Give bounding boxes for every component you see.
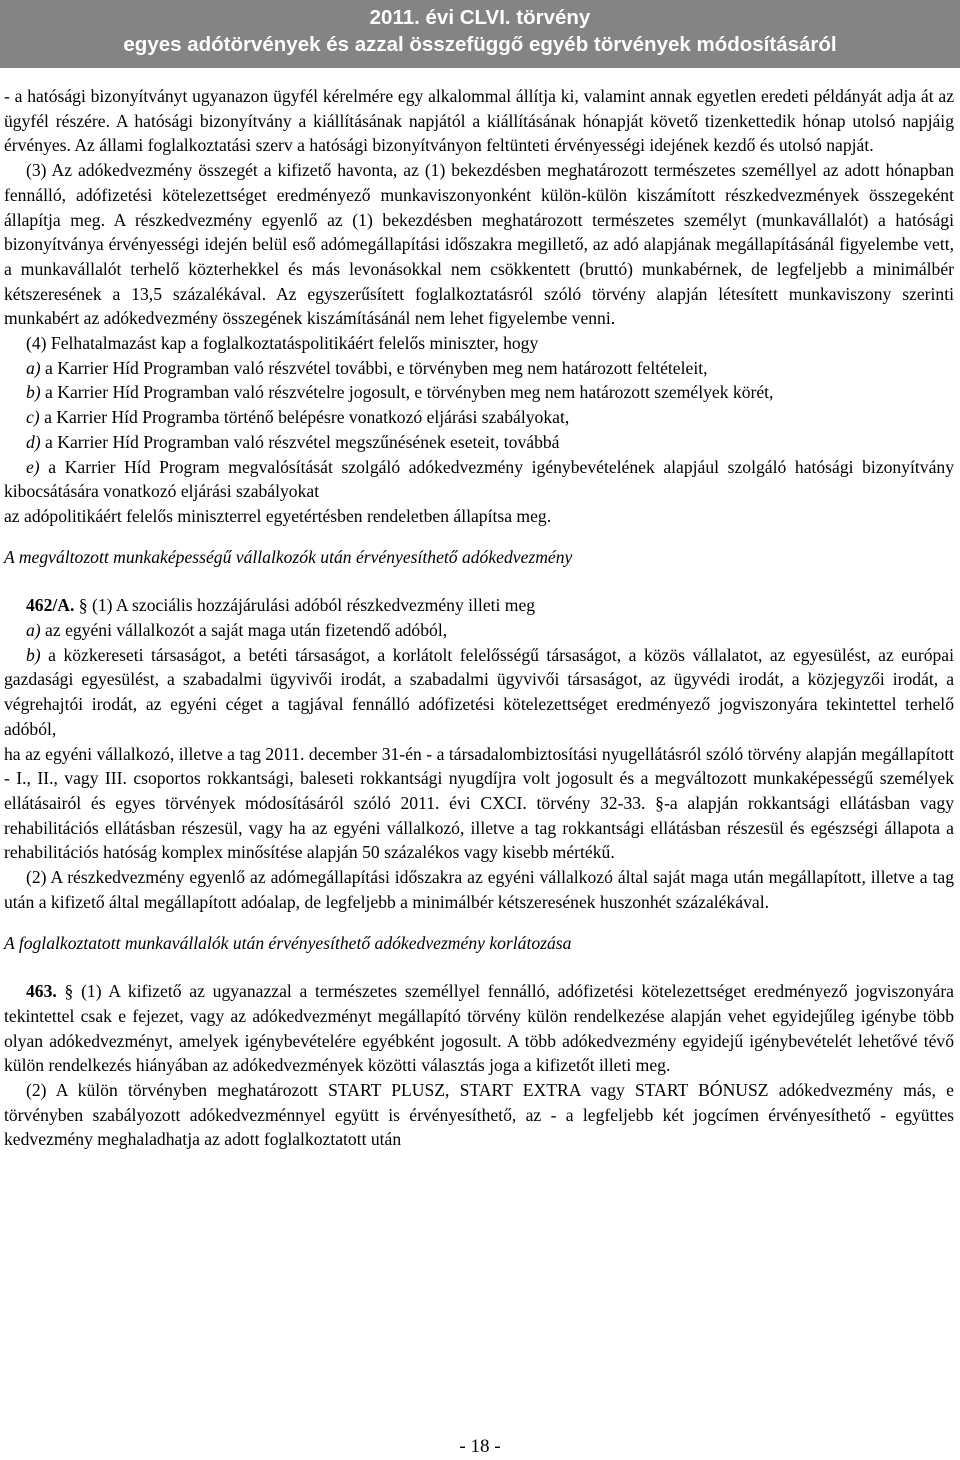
list-item-text: a Karrier Híd Programban való részvételre jogosult, e törvényben meg nem határozott személyek körét,	[40, 382, 774, 403]
section-462a	[4, 593, 954, 618]
section-number: 463.	[26, 981, 57, 1002]
section-text: § (1) A szociális hozzájárulási adóból részkedvezmény illeti meg	[74, 595, 536, 616]
section-463	[4, 979, 954, 1078]
paragraph: (2) A külön törvényben meghatározott START PLUSZ, START EXTRA vagy START BÓNUSZ adókedvezmény más, e törvényben szabályozott adókedvezménnyel együtt is érvényesíthető, az - a legfeljebb két jogcímen érvényesíthető - együttes kedvezmény meghaladhatja az adott foglalkoztatott után	[4, 1080, 954, 1150]
list-item-label: a)	[26, 357, 41, 378]
list-item-text: a Karrier Híd Programba történő belépésre vonatkozó eljárási szabályokat,	[39, 407, 570, 428]
section-heading: A foglalkoztatott munkavállalók után érvényesíthető adókedvezmény korlátozása	[4, 932, 572, 953]
paragraph: az adópolitikáért felelős miniszterrel egyetértésben rendeletben állapítsa meg.	[4, 505, 552, 526]
paragraph: (3) Az adókedvezmény összegét a kifizető havonta, az (1) bekezdésben meghatározott természetes személlyel az adott hónapban fennálló, adófizetési kötelezettséget eredményező munkaviszonyonként külön-külön kiszámított részkedvezmények összegeként állapítja meg. A részkedvezmény egyenlő az (1) bekezdésben meghatározott természetes személyt (munkavállalót) a hatósági bizonyítványa érvényességi idején belül eső adómegállapítási időszakra megillető, az adó alapjának megállapításánál figyelembe vett, a munkavállalót terhelő közterhekkel és más levonásokkal nem csökkentett (bruttó) munkabérnek, de legfeljebb a minimálbér kétszeresének a 13,5 százalékával. Az egyszerűsített foglalkoztatásról szóló törvény alapján létesített munkaviszony szerinti munkabért az adókedvezmény összegének kiszámításánál nem lehet figyelembe venni.	[4, 160, 954, 329]
list-item	[4, 643, 954, 742]
list-item-label: e)	[26, 456, 40, 477]
section-number: 462/A.	[26, 595, 75, 616]
list-item-label: d)	[26, 431, 41, 452]
page-number: - 18 -	[459, 1436, 501, 1457]
list-item	[4, 455, 954, 504]
list-item-label: a)	[26, 620, 41, 641]
list-item	[4, 618, 954, 643]
list-item-text: az egyéni vállalkozót a saját maga után fizetendő adóból,	[40, 620, 448, 641]
list-item	[4, 380, 954, 405]
list-item-label: b)	[26, 644, 41, 665]
list-item	[4, 430, 954, 455]
paragraph: (4) Felhatalmazást kap a foglalkoztatáspolitikáért felelős miniszter, hogy	[26, 333, 539, 354]
section-text: § (1) A kifizető az ugyanazzal a természetes személlyel fennálló, adófizetési kötelezettséget eredményező jogviszonyára tekintettel csak e fejezet, vagy az adókedvezményt megállapító törvény külön rendelkezése alapján vehet egyidejűleg igénybe több olyan adókedvezményt, amelyek igénybevételére egyébként jogosult. A több adókedvezmény egyidejű igénybevételét lehetővé tévő külön rendelkezés hiányában az adókedvezmények közötti választás joga a kifizetőt illeti meg.	[4, 981, 954, 1076]
list-item-text: a közkereseti társaságot, a betéti társaságot, a korlátolt felelősségű társaságot, a közös vállalatot, az egyesülést, az európai gazdasági egyesülést, a szabadalmi ügyvivői irodát, a szabadalmi ügyvivői társaságot, az ügyvédi irodát, a közjegyzői irodát, a végrehajtói irodát, az egyéni céget a tagjával fennálló adófizetési kötelezettséget eredményező jogviszonyára tekintettel terhelő adóból,	[4, 644, 954, 739]
section-heading: A megváltozott munkaképességű vállalkozók után érvényesíthető adókedvezmény	[4, 546, 573, 567]
list-item-label: b)	[26, 382, 41, 403]
list-item	[4, 405, 954, 430]
paragraph: - a hatósági bizonyítványt ugyanazon ügyfél kérelmére egy alkalommal állítja ki, valamint annak egyetlen eredeti példányát adja át az ügyfél részére. A hatósági bizonyítvány a kiállításának napjától a kiállításának hónapját követő tizenkettedik hónap utolsó napjáig érvényes. Az állami foglalkoztatási szerv a hatósági bizonyítványon feltünteti érvényességi idejének kezdő és utolsó napját.	[4, 86, 954, 156]
law-subtitle: egyes adótörvények és azzal összefüggő egyéb törvények módosításáról	[123, 33, 837, 56]
list-item	[4, 356, 954, 381]
list-item-label: c)	[26, 407, 40, 428]
list-item-text: a Karrier Híd Program megvalósítását szolgáló adókedvezmény igénybevételének alapjául szolgáló hatósági bizonyítvány kibocsátására vonatkozó eljárási szabályokat	[4, 456, 954, 502]
page-header	[0, 0, 960, 68]
paragraph: (2) A részkedvezmény egyenlő az adómegállapítási időszakra az egyéni vállalkozó által saját maga után megállapított, illetve a tag után a kifizető által megállapított adóalap, de legfeljebb a minimálbér kétszeresének huszonhét százalékával.	[4, 867, 954, 912]
list-item-text: a Karrier Híd Programban való részvétel további, e törvényben meg nem határozott feltételeit,	[40, 357, 708, 378]
law-title: 2011. évi CLVI. törvény	[369, 6, 591, 29]
document-body	[4, 84, 954, 1152]
list-item-text: a Karrier Híd Programban való részvétel megszűnésének eseteit, továbbá	[40, 431, 560, 452]
paragraph: ha az egyéni vállalkozó, illetve a tag 2011. december 31-én - a társadalombiztosítási nyugellátásról szóló törvény alapján megállapított - I., II., vagy III. csoportos rokkantsági, baleseti rokkantsági nyugdíjra volt jogosult és a megváltozott munkaképességű személyek ellátásairól és egyes törvények módosításáról szóló 2011. évi CXCI. törvény 32-33. §-a alapján rokkantsági ellátásban vagy rehabilitációs ellátásban részesül, vagy ha az egyéni vállalkozó, illetve a tag rokkantsági ellátásban részesül és egészségi állapota a rehabilitációs hatóság komplex minősítése alapján 50 százalékos vagy kisebb mértékű.	[4, 743, 954, 863]
